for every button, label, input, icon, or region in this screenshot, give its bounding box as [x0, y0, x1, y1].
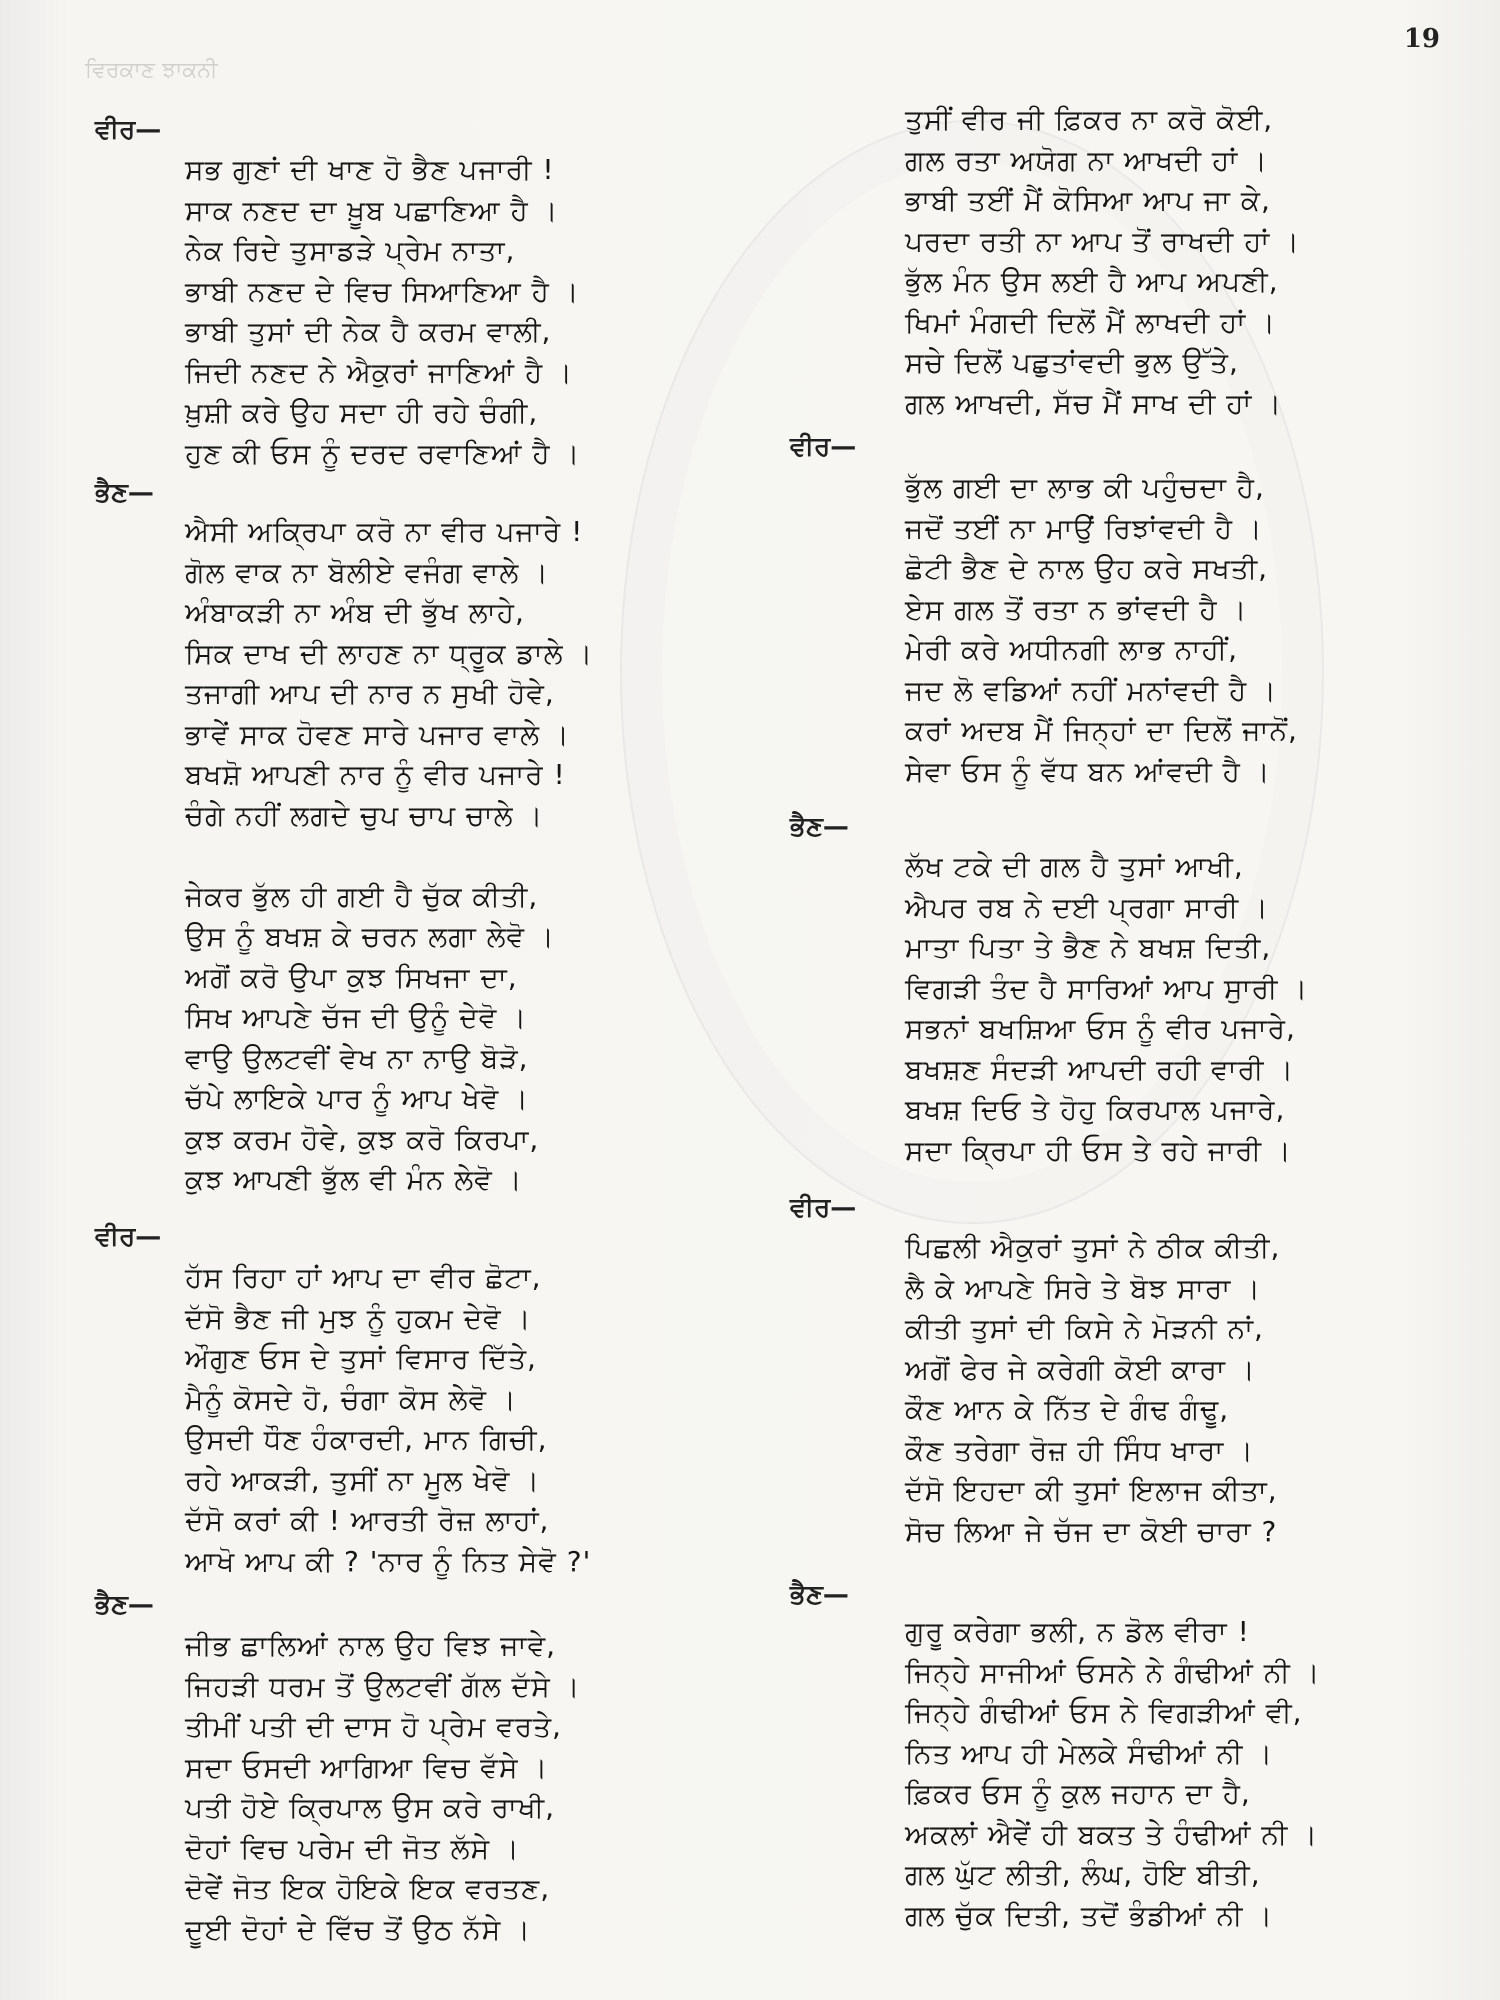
verse-line: ਹੁਣ ਕੀ ਓਸ ਨੂੰ ਦਰਦ ਰਵਾਣਿਆਂ ਹੈ ।	[185, 436, 581, 470]
verse-line: ਉਸਦੀ ਧੌਣ ਹੰਕਾਰਦੀ, ਮਾਨ ਗਿਚੀ,	[185, 1423, 548, 1456]
verse-line: ਕੌਣ ਆਨ ਕੇ ਨਿੱਤ ਦੇ ਗੰਢ ਗੰਢੂ,	[905, 1393, 1230, 1426]
verse-stanza	[185, 1258, 591, 1582]
verse-line: ਭੁੱਲ ਗਈ ਦਾ ਲਾਭ ਕੀ ਪਹੁੰਚਦਾ ਹੈ,	[905, 471, 1265, 504]
verse-line: ਸੇਵਾ ਓਸ ਨੂੰ ਵੱਧ ਬਨ ਆਂਵਦੀ ਹੈ ।	[905, 754, 1271, 788]
speaker-label: ਵੀਰ—	[95, 1222, 162, 1252]
verse-line: ਦੱਸੋ ਕਰਾਂ ਕੀ ! ਆਰਤੀ ਰੋਜ਼ ਲਾਹਾਂ,	[185, 1504, 550, 1537]
verse-line: ਮਾਤਾ ਪਿਤਾ ਤੇ ਭੈਣ ਨੇ ਬਖਸ਼ ਦਿਤੀ,	[905, 931, 1272, 964]
verse-stanza	[185, 512, 593, 1201]
verse-line: ਐਸੀ ਅਕ੍ਰਿਪਾ ਕਰੋ ਨਾ ਵੀਰ ਪਜਾਰੇ !	[185, 515, 584, 548]
verse-line: ਜਦ ਲੋ ਵਡਿਆਂ ਨਹੀਂ ਮਨਾਂਵਦੀ ਹੈ ।	[905, 673, 1277, 707]
verse-line: ਨਿਤ ਆਪ ਹੀ ਮੇਲਕੇ ਸੰਢੀਆਂ ਨੀ ।	[905, 1736, 1274, 1770]
verse-line: ਭੁੱਲ ਮੰਨ ਉਸ ਲਈ ਹੈ ਆਪ ਅਪਣੀ,	[905, 265, 1279, 298]
verse-line: ਤਜਾਗੀ ਆਪ ਦੀ ਨਾਰ ਨ ਸੁਖੀ ਹੋਵੇ,	[185, 677, 555, 710]
verse-line: ਗਲ ਰਤਾ ਅਯੋਗ ਨਾ ਆਖਦੀ ਹਾਂ ।	[905, 143, 1268, 177]
verse-line: ਦੱਸੋ ਇਹਦਾ ਕੀ ਤੁਸਾਂ ਇਲਾਜ ਕੀਤਾ,	[905, 1474, 1278, 1507]
speaker-label: ਵੀਰ—	[95, 115, 162, 145]
verse-line: ਬਖਸ਼ ਦਿਓ ਤੇ ਹੋਹੁ ਕਿਰਪਾਲ ਪਜਾਰੇ,	[905, 1093, 1286, 1126]
bleed-through-header: ਵਿਰਕਾਣ ਝਾਕਨੀ	[85, 58, 218, 83]
verse-line: ਰਹੇ ਆਕੜੀ, ਤੁਸੀਂ ਨਾ ਮੂਲ ਖੇਵੋ ।	[185, 1463, 541, 1497]
verse-line: ਪਿਛਲੀ ਐਕੁਰਾਂ ਤੁਸਾਂ ਨੇ ਠੀਕ ਕੀਤੀ,	[905, 1231, 1281, 1264]
verse-line: ਕਰਾਂ ਅਦਬ ਮੈਂ ਜਿਨ੍ਹਾਂ ਦਾ ਦਿਲੋਂ ਜਾਨੋਂ,	[905, 714, 1298, 747]
verse-line: ਤੁਸੀਂ ਵੀਰ ਜੀ ਫ਼ਿਕਰ ਨਾ ਕਰੋ ਕੋਈ,	[905, 103, 1274, 136]
verse-line: ਸਚੇ ਦਿਲੋਂ ਪਛੁਤਾਂਵਦੀ ਭੁਲ ਉੱਤੇ,	[905, 346, 1239, 379]
speaker-label: ਭੈਣ—	[95, 1590, 154, 1620]
verse-line: ਅਗੋਂ ਫੇਰ ਜੇ ਕਰੇਗੀ ਕੋਈ ਕਾਰਾ ।	[905, 1352, 1256, 1386]
verse-line: ਲੈ ਕੇ ਆਪਣੇ ਸਿਰੇ ਤੇ ਬੋਝ ਸਾਰਾ ।	[905, 1271, 1262, 1305]
verse-line: ਸੋਚ ਲਿਆ ਜੇ ਚੱਜ ਦਾ ਕੋਈ ਚਾਰਾ ?	[905, 1514, 1278, 1548]
verse-line: ਹੱਸ ਰਿਹਾ ਹਾਂ ਆਪ ਦਾ ਵੀਰ ਛੋਟਾ,	[185, 1261, 542, 1294]
verse-line: ਸਦਾ ਓਸਦੀ ਆਗਿਆ ਵਿਚ ਵੱਸੇ ।	[185, 1750, 549, 1784]
verse-line: ਗਲ ਘੁੱਟ ਲੀਤੀ, ਲੰਘ, ਹੋਇ ਬੀਤੀ,	[905, 1858, 1261, 1891]
verse-line: ਗਲ ਚੁੱਕ ਦਿਤੀ, ਤਦੋਂ ਭੰਡੀਆਂ ਨੀ ।	[905, 1898, 1274, 1932]
verse-line: ਦੂਈ ਦੋਹਾਂ ਦੇ ਵਿੱਚ ਤੋਂ ਉਠ ਨੱਸੇ ।	[185, 1912, 532, 1946]
verse-line: ਬਖਸ਼ਣ ਸੰਦੜੀ ਆਪਦੀ ਰਹੀ ਵਾਰੀ ।	[905, 1052, 1295, 1086]
verse-line: ਭਾਵੇਂ ਸਾਕ ਹੋਵਣ ਸਾਰੇ ਪਜਾਰ ਵਾਲੇ ।	[185, 717, 570, 751]
verse-line: ਭਾਬੀ ਤੁਸਾਂ ਦੀ ਨੇਕ ਹੈ ਕਰਮ ਵਾਲੀ,	[185, 315, 552, 348]
verse-line	[185, 836, 593, 877]
verse-line: ਕੁਝ ਆਪਣੀ ਭੁੱਲ ਵੀ ਮੰਨ ਲੇਵੋ ।	[185, 1163, 523, 1196]
verse-line: ਖ਼ੁਸ਼ੀ ਕਰੇ ਉਹ ਸਦਾ ਹੀ ਰਹੇ ਚੰਗੀ,	[185, 396, 539, 429]
verse-line: ਕੁਝ ਕਰਮ ਹੋਵੇ, ਕੁਝ ਕਰੋ ਕਿਰਪਾ,	[185, 1122, 540, 1156]
verse-line: ਐਪਰ ਰਬ ਨੇ ਦਈ ਪ੍ਰਗਾ ਸਾਰੀ ।	[905, 890, 1269, 924]
verse-line: ਗੁਰੂ ਕਰੇਗਾ ਭਲੀ, ਨ ਡੋਲ ਵੀਰਾ !	[905, 1615, 1250, 1648]
verse-line: ਗਲ ਆਖਦੀ, ਸੱਚ ਮੈਂ ਸਾਖ ਦੀ ਹਾਂ ।	[905, 386, 1283, 420]
verse-line: ਚੱਪੇ ਲਾਇਕੇ ਪਾਰ ਨੂੰ ਆਪ ਖੇਵੋ ।	[185, 1082, 530, 1115]
verse-line: ਸਭ ਗੁਣਾਂ ਦੀ ਖਾਣ ਹੋ ਭੈਣ ਪਜਾਰੀ !	[185, 153, 555, 186]
verse-stanza	[905, 1228, 1280, 1552]
verse-line: ਜੀਭ ਛਾਲਿਆਂ ਨਾਲ ਉਹ ਵਿਝ ਜਾਵੇ,	[185, 1629, 556, 1662]
verse-line: ਉਸ ਨੂੰ ਬਖਸ਼ ਕੇ ਚਰਨ ਲਗਾ ਲੇਵੋ ।	[185, 920, 555, 953]
verse-line: ਸਾਕ ਨਣਦ ਦਾ ਖ਼ੂਬ ਪਛਾਣਿਆ ਹੈ ।	[185, 193, 559, 227]
verse-stanza	[905, 468, 1298, 792]
verse-line: ਪਰਦਾ ਰਤੀ ਨਾ ਆਪ ਤੋਂ ਰਾਖਦੀ ਹਾਂ ।	[905, 224, 1300, 258]
verse-line: ਦੱਸੋ ਭੈਣ ਜੀ ਮੁਝ ਨੂੰ ਹੁਕਮ ਦੇਵੋ ।	[185, 1301, 532, 1335]
verse-line: ਭਾਬੀ ਤਈਂ ਮੈਂ ਕੋਸਿਆ ਆਪ ਜਾ ਕੇ,	[905, 184, 1271, 217]
verse-line: ਪਤੀ ਹੋਏ ਕ੍ਰਿਪਾਲ ਉਸ ਕਰੇ ਰਾਖੀ,	[185, 1791, 555, 1824]
verse-line: ਫ਼ਿਕਰ ਓਸ ਨੂੰ ਕੁਲ ਜਹਾਨ ਦਾ ਹੈ,	[905, 1777, 1251, 1810]
speaker-label: ਭੈਣ—	[790, 812, 849, 842]
verse-line: ਬਖਸ਼ੋ ਆਪਣੀ ਨਾਰ ਨੂੰ ਵੀਰ ਪਜਾਰੇ !	[185, 758, 566, 791]
verse-line: ਤੀਮੀਂ ਪਤੀ ਦੀ ਦਾਸ ਹੋ ਪ੍ਰੇਮ ਵਰਤੇ,	[185, 1710, 562, 1743]
speaker-label: ਵੀਰ—	[790, 432, 857, 462]
verse-line: ਕੌਣ ਤਰੇਗਾ ਰੋਜ਼ ਹੀ ਸਿੰਧ ਖਾਰਾ ।	[905, 1433, 1255, 1467]
verse-line: ਔਗੁਣ ਓਸ ਦੇ ਤੁਸਾਂ ਵਿਸਾਰ ਦਿੱਤੇ,	[185, 1342, 537, 1375]
verse-line: ਮੇਰੀ ਕਰੇ ਅਧੀਨਗੀ ਲਾਭ ਨਾਹੀਂ,	[905, 633, 1238, 666]
verse-line: ਨੇਕ ਰਿਦੇ ਤੁਸਾਡੜੇ ਪ੍ਰੇਮ ਨਾਤਾ,	[185, 234, 516, 267]
verse-line: ਸਿਕ ਦਾਖ ਦੀ ਲਾਹਣ ਨਾ ਧ੍ਰੂਕ ਡਾਲੇ ।	[185, 636, 594, 670]
verse-line: ਖਿਮਾਂ ਮੰਗਦੀ ਦਿਲੋਂ ਮੈਂ ਲਾਖਦੀ ਹਾਂ ।	[905, 305, 1276, 339]
verse-line: ਵਾਉ ਉਲਟਵੀਂ ਵੇਖ ਨਾ ਨਾਉ ਬੋੜੋ,	[185, 1041, 529, 1075]
verse-line: ਭਾਬੀ ਨਣਦ ਦੇ ਵਿਚ ਸਿਆਣਿਆ ਹੈ ।	[185, 274, 580, 308]
speaker-label: ਵੀਰ—	[790, 1193, 857, 1223]
verse-line: ਦੋਵੇਂ ਜੋਤ ਇਕ ਹੋਇਕੇ ਇਕ ਵਰਤਣ,	[185, 1872, 551, 1905]
verse-line: ਵਿਗੜੀ ਤੰਦ ਹੈ ਸਾਰਿਆਂ ਆਪ ਸੁਾਰੀ ।	[905, 971, 1309, 1005]
verse-line: ਅੰਬਾਕੜੀ ਨਾ ਅੰਬ ਦੀ ਭੁੱਖ ਲਾਹੇ,	[185, 596, 525, 629]
verse-line: ਜਦੋਂ ਤਈਂ ਨਾ ਮਾਉਂ ਰਿਝਾਂਵਦੀ ਹੈ ।	[905, 511, 1263, 545]
verse-line: ਚੰਗੇ ਨਹੀਂ ਲਗਦੇ ਚੁਪ ਚਾਪ ਚਾਲੇ ।	[185, 798, 544, 832]
verse-line: ਜਿਦੀ ਨਣਦ ਨੇ ਐਕੁਰਾਂ ਜਾਣਿਆਂ ਹੈ ।	[185, 355, 573, 389]
verse-line: ਮੈਨੂੰ ਕੋਸਦੇ ਹੋ, ਚੰਗਾ ਕੋਸ ਲੇਵੋ ।	[185, 1382, 517, 1416]
verse-line: ਸਿਖ ਆਪਣੇ ਚੱਜ ਦੀ ਉਨੂੰ ਦੇਵੋ ।	[185, 1001, 528, 1034]
verse-stanza	[905, 1612, 1321, 1936]
verse-line: ਜਿਨ੍ਹੇ ਗੰਢੀਆਂ ਓਸ ਨੇ ਵਿਗੜੀਆਂ ਵੀ,	[905, 1696, 1303, 1729]
verse-line: ਕੀਤੀ ਤੁਸਾਂ ਦੀ ਕਿਸੇ ਨੇ ਮੋੜਨੀ ਨਾਂ,	[905, 1312, 1264, 1345]
verse-line: ਅਕਲਾਂ ਐਵੇਂ ਹੀ ਬਕਤ ਤੇ ਹੰਢੀਆਂ ਨੀ ।	[905, 1817, 1319, 1851]
page-number: 19	[1403, 24, 1440, 54]
verse-stanza	[185, 150, 580, 474]
speaker-label: ਭੈਣ—	[790, 1580, 849, 1610]
verse-line: ਜਿਹੜੀ ਧਰਮ ਤੋਂ ਉਲਟਵੀਂ ਗੱਲ ਦੱਸੇ ।	[185, 1669, 581, 1703]
verse-line: ਜੇਕਰ ਭੁੱਲ ਹੀ ਗਈ ਹੈ ਚੁੱਕ ਕੀਤੀ,	[185, 879, 539, 913]
verse-line: ਲੱਖ ਟਕੇ ਦੀ ਗਲ ਹੈ ਤੁਸਾਂ ਆਖੀ,	[905, 850, 1244, 883]
verse-line: ਏਸ ਗਲ ਤੋਂ ਰਤਾ ਨ ਭਾਂਵਦੀ ਹੈ ।	[905, 592, 1248, 626]
verse-line: ਦੋਹਾਂ ਵਿਚ ਪਰੇਮ ਦੀ ਜੋਤ ਲੱਸੇ ।	[185, 1831, 520, 1865]
verse-line: ਛੋਟੀ ਭੈਣ ਦੇ ਨਾਲ ਉਹ ਕਰੇ ਸਖਤੀ,	[905, 552, 1269, 585]
verse-stanza	[905, 100, 1300, 424]
verse-line: ਸਦਾ ਕ੍ਰਿਪਾ ਹੀ ਓਸ ਤੇ ਰਹੇ ਜਾਰੀ ।	[905, 1133, 1292, 1167]
verse-line: ਅਗੋਂ ਕਰੋ ਉਪਾ ਕੁਝ ਸਿਖਜਾ ਦਾ,	[185, 960, 518, 994]
verse-line: ਗੋਲ ਵਾਕ ਨਾ ਬੋਲੀਏ ਵਜੰਗ ਵਾਲੇ ।	[185, 555, 550, 589]
verse-stanza	[905, 847, 1308, 1171]
verse-line: ਸਭਨਾਂ ਬਖਸ਼ਿਆ ਓਸ ਨੂੰ ਵੀਰ ਪਜਾਰੇ,	[905, 1012, 1296, 1045]
verse-stanza	[185, 1626, 581, 1950]
verse-line: ਜਿਨ੍ਹੇ ਸਾਜੀਆਂ ਓਸਨੇ ਨੇ ਗੰਢੀਆਂ ਨੀ ।	[905, 1655, 1321, 1689]
speaker-label: ਭੈਣ—	[95, 478, 154, 508]
verse-line: ਆਖੋ ਆਪ ਕੀ ? 'ਨਾਰ ਨੂੰ ਨਿਤ ਸੇਵੋ ?'	[185, 1544, 592, 1578]
